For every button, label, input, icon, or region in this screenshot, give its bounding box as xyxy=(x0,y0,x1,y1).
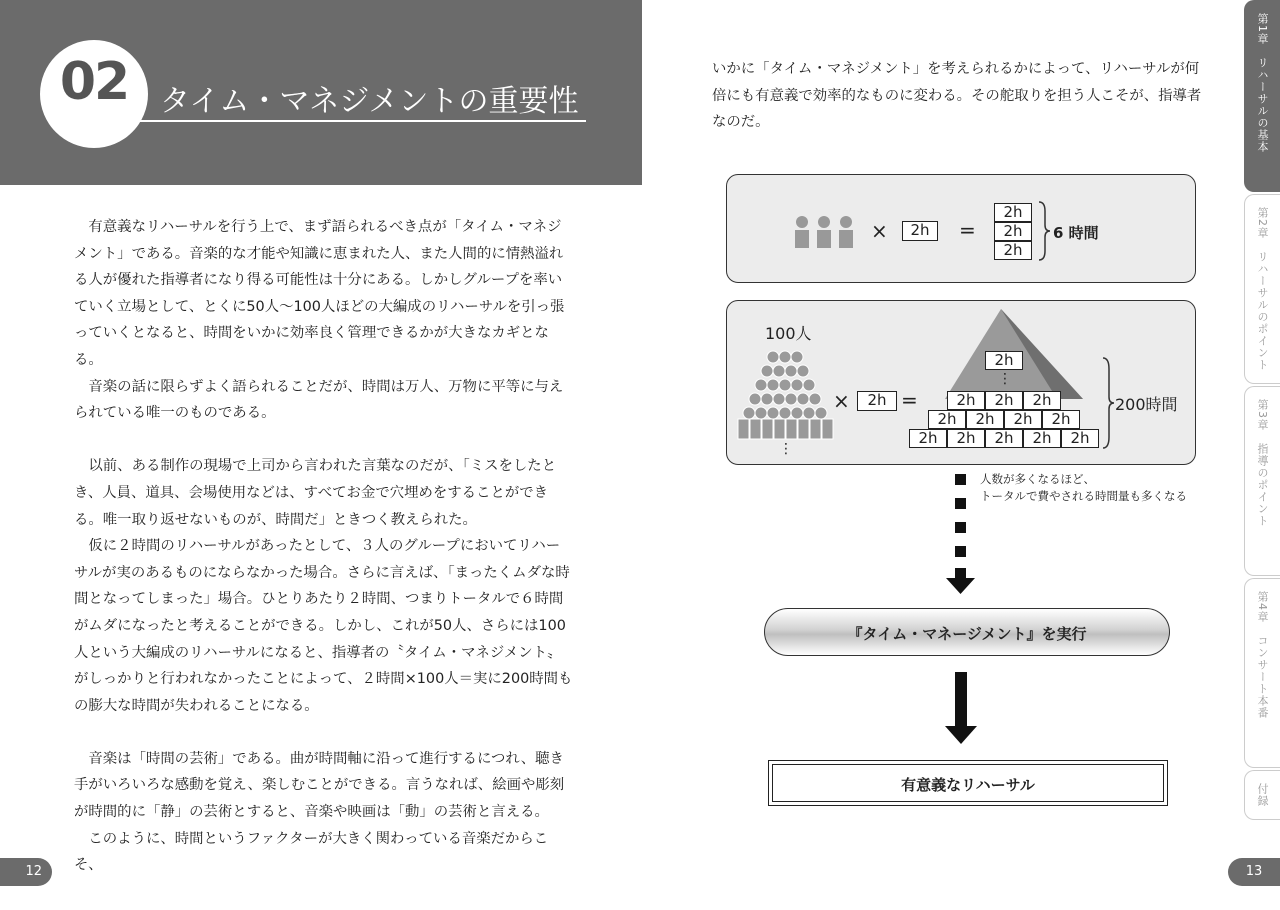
chapter-tab-appendix[interactable] xyxy=(1244,770,1280,820)
three-people-icon xyxy=(793,215,857,249)
times-sign: × xyxy=(871,219,888,243)
time-box: 2h xyxy=(857,391,897,411)
paragraph: いかに「タイム・マネジメント」を考えられるかによって、リハーサルが何倍にも有意義で効率的なものに変わる。その舵取りを担う人こそが、指導者なのだ。 xyxy=(712,61,1202,131)
result-label: 有意義なリハーサル xyxy=(901,776,1035,794)
times-sign: × xyxy=(833,389,850,413)
chapter-tab-4[interactable] xyxy=(1244,578,1280,768)
diagram-panel-small-group xyxy=(726,174,1196,283)
title-underline xyxy=(140,120,586,122)
arrow-down-icon xyxy=(946,568,976,596)
paragraph: 仮に２時間のリハーサルがあったとして、３人のグループにおいてリハーサルが実のあるものにならなかった場合。さらに言えば、「まったくムダな時間となってしまった」場合。ひとりあたり２時間、つまりトータルで６時間がムダになったと考えることができる。しかし、これが50人、さらには100人という大編成のリハーサルになると、指導者の〝タイム・マネジメント〟がしっかりと行われなかったことによって、２時間×100人＝実に200時間もの膨大な時間が失われることになる。 xyxy=(74,538,573,714)
time-box: 2h xyxy=(985,351,1023,370)
time-box: 2h xyxy=(994,203,1032,222)
pyramid-ellipsis: ⋮ xyxy=(998,371,1012,387)
right-body-text xyxy=(712,56,1212,136)
paragraph: 音楽は「時間の芸術」である。曲が時間軸に沿って進行するにつれ、聴き手がいろいろな感動を覚え、楽しむことができる。言うなれば、絵画や彫刻が時間的に「静」の芸術とすると、音楽や映画は「動」の芸術と言える。 xyxy=(74,750,565,821)
people-count-label: 100人 xyxy=(765,324,812,343)
chapter-tab-label: 第1章 リハーサルの基本 xyxy=(1256,13,1269,153)
dotted-arrow-segment xyxy=(955,546,966,557)
chapter-tab-label: 第4章 コンサート本番 xyxy=(1256,591,1269,719)
brace-icon xyxy=(1101,357,1115,449)
crowd-ellipsis: ⋮ xyxy=(779,441,793,457)
paragraph: 以前、ある制作の現場で上司から言われた言葉なのだが、「ミスをしたとき、人員、道具、会場使用などは、すべてお金で穴埋めをすることができる。唯一取り返せないものが、時間だ」ときつく教えられた。 xyxy=(74,458,557,528)
time-box: 2h xyxy=(985,429,1023,448)
chapter-tab-label: 第2章 リハーサルのポイント xyxy=(1256,207,1269,371)
action-capsule xyxy=(764,608,1170,656)
result-box xyxy=(768,760,1168,806)
time-box: 2h xyxy=(994,222,1032,241)
growth-note: 人数が多くなるほど、 トータルで費やされる時間量も多くなる xyxy=(980,472,1187,503)
section-title: タイム・マネジメントの重要性 xyxy=(160,84,579,119)
time-box: 2h xyxy=(985,391,1023,410)
page-number-left: 12 xyxy=(0,858,52,886)
time-box: 2h xyxy=(1004,410,1042,429)
time-box: 2h xyxy=(1061,429,1099,448)
equals-sign: = xyxy=(901,388,918,412)
chapter-tab-2[interactable] xyxy=(1244,194,1280,384)
chapter-tab-3[interactable] xyxy=(1244,386,1280,576)
time-box: 2h xyxy=(947,391,985,410)
chapter-tab-label: 付録 xyxy=(1256,783,1269,807)
page-number-right: 13 xyxy=(1228,858,1280,886)
arrow-down-icon xyxy=(945,672,977,746)
time-box: 2h xyxy=(1023,391,1061,410)
section-number: 02 xyxy=(59,52,129,112)
paragraph: このように、時間というファクターが大きく関わっている音楽だからこそ、 xyxy=(74,830,549,874)
paragraph: 音楽の話に限らずよく語られることだが、時間は万人、万物に平等に与えられている唯一のものである。 xyxy=(74,378,564,422)
time-box: 2h xyxy=(1023,429,1061,448)
dotted-arrow-segment xyxy=(955,522,966,533)
equals-sign: = xyxy=(959,218,976,242)
dotted-arrow-segment xyxy=(955,498,966,509)
dotted-arrow-segment xyxy=(955,474,966,485)
total-hours-label: 6 時間 xyxy=(1053,224,1099,242)
time-box: 2h xyxy=(1042,410,1080,429)
paragraph: 有意義なリハーサルを行う上で、まず語られるべき点が「タイム・マネジメント」である。音楽的な才能や知識に恵まれた人、また人間的に情熱溢れる人が優れた指導者になり得る可能性は十分にある。しかしグループを率いていく立場として、とくに50人〜100人ほどの大編成のリハーサルを引っ張っていくとなると、時間をいかに効率良く管理できるかが大きなカギとなる。 xyxy=(74,219,565,368)
total-hours-label: 200時間 xyxy=(1115,395,1178,414)
brace-icon xyxy=(1037,201,1051,261)
time-box: 2h xyxy=(994,241,1032,260)
chapter-tab-label: 第3章 指導のポイント xyxy=(1256,399,1269,527)
time-box: 2h xyxy=(966,410,1004,429)
time-box: 2h xyxy=(909,429,947,448)
time-box: 2h xyxy=(928,410,966,429)
time-box: 2h xyxy=(902,221,938,241)
action-label: 『タイム・マネージメント』を実行 xyxy=(847,625,1087,643)
time-box: 2h xyxy=(947,429,985,448)
left-body-text xyxy=(74,214,574,879)
chapter-tab-1[interactable] xyxy=(1244,0,1280,192)
crowd-pyramid-icon xyxy=(735,349,835,441)
diagram-panel-large-group xyxy=(726,300,1196,465)
